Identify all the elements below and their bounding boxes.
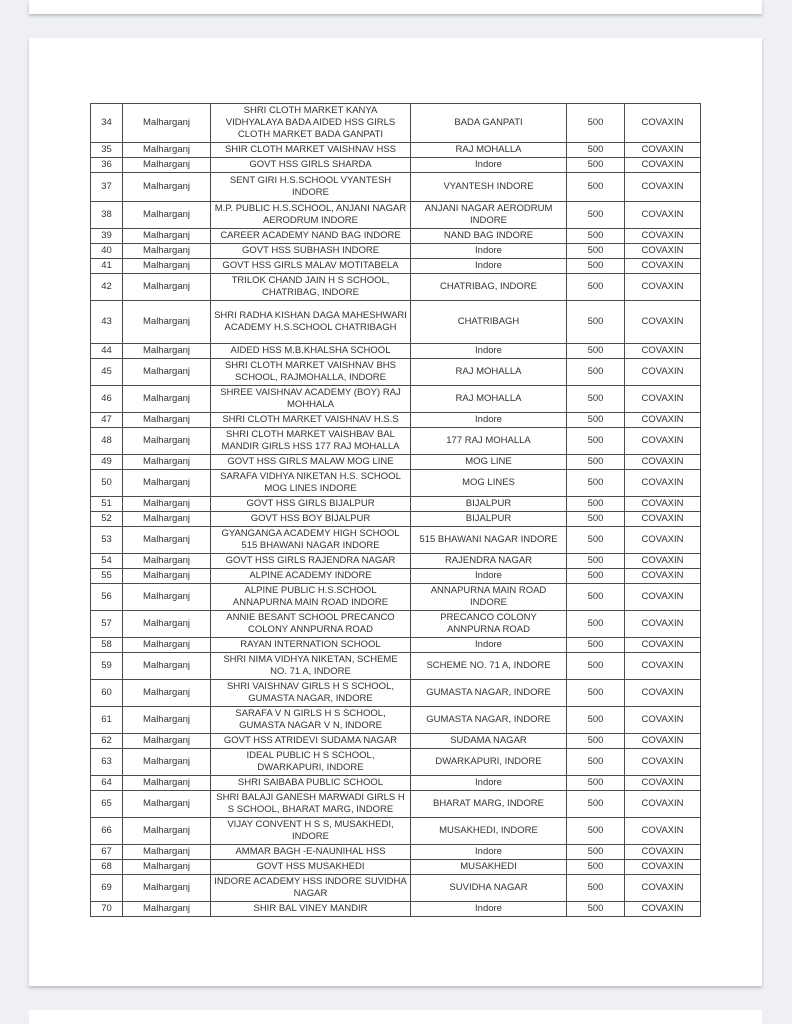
- cell-vaccine: COVAXIN: [625, 749, 701, 776]
- cell-serial-number: 69: [91, 875, 123, 902]
- cell-location: MUSAKHEDI, INDORE: [411, 818, 567, 845]
- cell-location: PRECANCO COLONY ANNPURNA ROAD: [411, 611, 567, 638]
- cell-area: Malharganj: [123, 554, 211, 569]
- cell-location: SCHEME NO. 71 A, INDORE: [411, 653, 567, 680]
- vaccination-centers-table: [90, 103, 701, 917]
- cell-area: Malharganj: [123, 818, 211, 845]
- cell-location: Indore: [411, 344, 567, 359]
- cell-school-name: GOVT HSS GIRLS SHARDA: [211, 158, 411, 173]
- cell-location: RAJENDRA NAGAR: [411, 554, 567, 569]
- cell-school-name: SARAFA V N GIRLS H S SCHOOL, GUMASTA NAGAR V N, INDORE: [211, 707, 411, 734]
- cell-quantity: 500: [567, 902, 625, 917]
- cell-school-name: GOVT HSS GIRLS MALAV MOTITABELA: [211, 259, 411, 274]
- cell-quantity: 500: [567, 386, 625, 413]
- table-row: [91, 776, 701, 791]
- cell-location: Indore: [411, 244, 567, 259]
- table-row: [91, 734, 701, 749]
- cell-location: NAND BAG INDORE: [411, 229, 567, 244]
- cell-quantity: 500: [567, 611, 625, 638]
- table-row: [91, 143, 701, 158]
- cell-serial-number: 52: [91, 512, 123, 527]
- cell-school-name: GOVT HSS BOY BIJALPUR: [211, 512, 411, 527]
- cell-area: Malharganj: [123, 259, 211, 274]
- cell-quantity: 500: [567, 428, 625, 455]
- cell-location: Indore: [411, 638, 567, 653]
- table-row: [91, 455, 701, 470]
- cell-vaccine: COVAXIN: [625, 875, 701, 902]
- table-row: [91, 470, 701, 497]
- cell-school-name: M.P. PUBLIC H.S.SCHOOL, ANJANI NAGAR AERODRUM INDORE: [211, 202, 411, 229]
- cell-quantity: 500: [567, 653, 625, 680]
- cell-area: Malharganj: [123, 611, 211, 638]
- cell-quantity: 500: [567, 512, 625, 527]
- table-row: [91, 259, 701, 274]
- cell-area: Malharganj: [123, 584, 211, 611]
- table-row: [91, 584, 701, 611]
- table-row: [91, 301, 701, 344]
- table-row: [91, 512, 701, 527]
- cell-location: DWARKAPURI, INDORE: [411, 749, 567, 776]
- cell-serial-number: 47: [91, 413, 123, 428]
- cell-area: Malharganj: [123, 173, 211, 202]
- cell-vaccine: COVAXIN: [625, 734, 701, 749]
- cell-location: RAJ MOHALLA: [411, 359, 567, 386]
- cell-area: Malharganj: [123, 158, 211, 173]
- cell-location: BADA GANPATI: [411, 104, 567, 143]
- cell-vaccine: COVAXIN: [625, 497, 701, 512]
- cell-school-name: SHRI CLOTH MARKET VAISHNAV BHS SCHOOL, RAJMOHALLA, INDORE: [211, 359, 411, 386]
- cell-quantity: 500: [567, 734, 625, 749]
- cell-vaccine: COVAXIN: [625, 173, 701, 202]
- table-row: [91, 527, 701, 554]
- cell-school-name: CAREER ACADEMY NAND BAG INDORE: [211, 229, 411, 244]
- cell-location: ANNAPURNA MAIN ROAD INDORE: [411, 584, 567, 611]
- cell-area: Malharganj: [123, 845, 211, 860]
- cell-quantity: 500: [567, 344, 625, 359]
- cell-vaccine: COVAXIN: [625, 301, 701, 344]
- cell-serial-number: 48: [91, 428, 123, 455]
- cell-school-name: SHREE VAISHNAV ACADEMY (BOY) RAJ MOHHALA: [211, 386, 411, 413]
- cell-area: Malharganj: [123, 902, 211, 917]
- table-row: [91, 653, 701, 680]
- cell-quantity: 500: [567, 875, 625, 902]
- table-row: [91, 860, 701, 875]
- cell-vaccine: COVAXIN: [625, 680, 701, 707]
- cell-school-name: SHRI CLOTH MARKET VAISHBAV BAL MANDIR GIRLS HSS 177 RAJ MOHALLA: [211, 428, 411, 455]
- cell-quantity: 500: [567, 202, 625, 229]
- cell-vaccine: COVAXIN: [625, 845, 701, 860]
- table-row: [91, 875, 701, 902]
- cell-location: 515 BHAWANI NAGAR INDORE: [411, 527, 567, 554]
- cell-serial-number: 51: [91, 497, 123, 512]
- cell-vaccine: COVAXIN: [625, 902, 701, 917]
- table-row: [91, 680, 701, 707]
- cell-vaccine: COVAXIN: [625, 776, 701, 791]
- cell-school-name: SHRI CLOTH MARKET VAISHNAV H.S.S: [211, 413, 411, 428]
- cell-quantity: 500: [567, 413, 625, 428]
- cell-serial-number: 56: [91, 584, 123, 611]
- cell-location: Indore: [411, 902, 567, 917]
- cell-location: Indore: [411, 569, 567, 584]
- cell-area: Malharganj: [123, 344, 211, 359]
- cell-location: SUVIDHA NAGAR: [411, 875, 567, 902]
- cell-vaccine: COVAXIN: [625, 818, 701, 845]
- cell-location: MOG LINES: [411, 470, 567, 497]
- cell-quantity: 500: [567, 497, 625, 512]
- table-row: [91, 244, 701, 259]
- cell-school-name: SENT GIRI H.S.SCHOOL VYANTESH INDORE: [211, 173, 411, 202]
- cell-serial-number: 62: [91, 734, 123, 749]
- table-row: [91, 344, 701, 359]
- cell-quantity: 500: [567, 259, 625, 274]
- table-row: [91, 386, 701, 413]
- cell-quantity: 500: [567, 301, 625, 344]
- cell-school-name: AMMAR BAGH -E-NAUNIHAL HSS: [211, 845, 411, 860]
- cell-quantity: 500: [567, 569, 625, 584]
- cell-school-name: ALPINE ACADEMY INDORE: [211, 569, 411, 584]
- cell-serial-number: 64: [91, 776, 123, 791]
- cell-vaccine: COVAXIN: [625, 638, 701, 653]
- cell-serial-number: 63: [91, 749, 123, 776]
- cell-serial-number: 39: [91, 229, 123, 244]
- cell-area: Malharganj: [123, 707, 211, 734]
- cell-location: GUMASTA NAGAR, INDORE: [411, 680, 567, 707]
- cell-quantity: 500: [567, 274, 625, 301]
- cell-quantity: 500: [567, 791, 625, 818]
- cell-area: Malharganj: [123, 229, 211, 244]
- table-row: [91, 428, 701, 455]
- cell-school-name: GOVT HSS GIRLS MALAW MOG LINE: [211, 455, 411, 470]
- cell-vaccine: COVAXIN: [625, 244, 701, 259]
- cell-school-name: GYANGANGA ACADEMY HIGH SCHOOL 515 BHAWANI NAGAR INDORE: [211, 527, 411, 554]
- cell-school-name: SHRI NIMA VIDHYA NIKETAN, SCHEME NO. 71 A, INDORE: [211, 653, 411, 680]
- cell-vaccine: COVAXIN: [625, 274, 701, 301]
- cell-serial-number: 49: [91, 455, 123, 470]
- cell-vaccine: COVAXIN: [625, 259, 701, 274]
- table-row: [91, 845, 701, 860]
- cell-quantity: 500: [567, 173, 625, 202]
- cell-quantity: 500: [567, 527, 625, 554]
- cell-quantity: 500: [567, 143, 625, 158]
- cell-serial-number: 50: [91, 470, 123, 497]
- table-row: [91, 569, 701, 584]
- cell-school-name: SHIR BAL VINEY MANDIR: [211, 902, 411, 917]
- cell-area: Malharganj: [123, 527, 211, 554]
- cell-vaccine: COVAXIN: [625, 344, 701, 359]
- cell-area: Malharganj: [123, 638, 211, 653]
- table-row: [91, 554, 701, 569]
- cell-location: CHATRIBAG, INDORE: [411, 274, 567, 301]
- cell-area: Malharganj: [123, 413, 211, 428]
- cell-area: Malharganj: [123, 512, 211, 527]
- cell-vaccine: COVAXIN: [625, 229, 701, 244]
- cell-vaccine: COVAXIN: [625, 791, 701, 818]
- cell-vaccine: COVAXIN: [625, 611, 701, 638]
- cell-serial-number: 38: [91, 202, 123, 229]
- cell-quantity: 500: [567, 845, 625, 860]
- cell-school-name: INDORE ACADEMY HSS INDORE SUVIDHA NAGAR: [211, 875, 411, 902]
- cell-quantity: 500: [567, 554, 625, 569]
- cell-area: Malharganj: [123, 653, 211, 680]
- cell-vaccine: COVAXIN: [625, 470, 701, 497]
- cell-quantity: 500: [567, 638, 625, 653]
- cell-location: VYANTESH INDORE: [411, 173, 567, 202]
- cell-vaccine: COVAXIN: [625, 653, 701, 680]
- cell-area: Malharganj: [123, 455, 211, 470]
- cell-quantity: 500: [567, 104, 625, 143]
- cell-quantity: 500: [567, 229, 625, 244]
- cell-location: Indore: [411, 158, 567, 173]
- cell-school-name: SHRI BALAJI GANESH MARWADI GIRLS H S SCHOOL, BHARAT MARG, INDORE: [211, 791, 411, 818]
- cell-quantity: 500: [567, 455, 625, 470]
- cell-serial-number: 54: [91, 554, 123, 569]
- cell-serial-number: 66: [91, 818, 123, 845]
- cell-location: GUMASTA NAGAR, INDORE: [411, 707, 567, 734]
- cell-location: Indore: [411, 845, 567, 860]
- cell-location: BHARAT MARG, INDORE: [411, 791, 567, 818]
- cell-quantity: 500: [567, 860, 625, 875]
- cell-vaccine: COVAXIN: [625, 104, 701, 143]
- cell-location: BIJALPUR: [411, 497, 567, 512]
- cell-area: Malharganj: [123, 359, 211, 386]
- cell-serial-number: 35: [91, 143, 123, 158]
- table-row: [91, 902, 701, 917]
- previous-page-bottom-edge: [29, 0, 762, 14]
- document-page: [29, 38, 762, 986]
- table-row: [91, 749, 701, 776]
- cell-vaccine: COVAXIN: [625, 527, 701, 554]
- cell-serial-number: 45: [91, 359, 123, 386]
- cell-area: Malharganj: [123, 776, 211, 791]
- table-row: [91, 413, 701, 428]
- cell-area: Malharganj: [123, 734, 211, 749]
- cell-vaccine: COVAXIN: [625, 386, 701, 413]
- cell-quantity: 500: [567, 158, 625, 173]
- cell-school-name: GOVT HSS GIRLS RAJENDRA NAGAR: [211, 554, 411, 569]
- table-row: [91, 818, 701, 845]
- cell-location: Indore: [411, 776, 567, 791]
- cell-serial-number: 65: [91, 791, 123, 818]
- cell-school-name: SARAFA VIDHYA NIKETAN H.S. SCHOOL MOG LINES INDORE: [211, 470, 411, 497]
- table-row: [91, 707, 701, 734]
- cell-vaccine: COVAXIN: [625, 359, 701, 386]
- cell-vaccine: COVAXIN: [625, 158, 701, 173]
- cell-serial-number: 36: [91, 158, 123, 173]
- cell-quantity: 500: [567, 470, 625, 497]
- cell-quantity: 500: [567, 776, 625, 791]
- cell-school-name: VIJAY CONVENT H S S, MUSAKHEDI, INDORE: [211, 818, 411, 845]
- cell-school-name: SHIR CLOTH MARKET VAISHNAV HSS: [211, 143, 411, 158]
- cell-vaccine: COVAXIN: [625, 428, 701, 455]
- cell-quantity: 500: [567, 707, 625, 734]
- cell-area: Malharganj: [123, 497, 211, 512]
- cell-location: Indore: [411, 413, 567, 428]
- cell-serial-number: 59: [91, 653, 123, 680]
- cell-area: Malharganj: [123, 202, 211, 229]
- cell-quantity: 500: [567, 749, 625, 776]
- cell-serial-number: 41: [91, 259, 123, 274]
- cell-location: MUSAKHEDI: [411, 860, 567, 875]
- cell-location: CHATRIBAGH: [411, 301, 567, 344]
- cell-area: Malharganj: [123, 386, 211, 413]
- cell-serial-number: 61: [91, 707, 123, 734]
- cell-location: ANJANI NAGAR AERODRUM INDORE: [411, 202, 567, 229]
- cell-serial-number: 37: [91, 173, 123, 202]
- cell-area: Malharganj: [123, 470, 211, 497]
- table-row: [91, 202, 701, 229]
- cell-location: RAJ MOHALLA: [411, 143, 567, 158]
- cell-area: Malharganj: [123, 569, 211, 584]
- cell-school-name: SHRI SAIBABA PUBLIC SCHOOL: [211, 776, 411, 791]
- cell-area: Malharganj: [123, 244, 211, 259]
- table-row: [91, 359, 701, 386]
- cell-area: Malharganj: [123, 274, 211, 301]
- cell-quantity: 500: [567, 584, 625, 611]
- cell-serial-number: 53: [91, 527, 123, 554]
- cell-school-name: ALPINE PUBLIC H.S.SCHOOL ANNAPURNA MAIN ROAD INDORE: [211, 584, 411, 611]
- cell-serial-number: 44: [91, 344, 123, 359]
- cell-area: Malharganj: [123, 301, 211, 344]
- cell-area: Malharganj: [123, 680, 211, 707]
- cell-area: Malharganj: [123, 428, 211, 455]
- cell-school-name: IDEAL PUBLIC H S SCHOOL, DWARKAPURI, INDORE: [211, 749, 411, 776]
- table-row: [91, 638, 701, 653]
- cell-vaccine: COVAXIN: [625, 143, 701, 158]
- cell-vaccine: COVAXIN: [625, 455, 701, 470]
- cell-serial-number: 42: [91, 274, 123, 301]
- cell-location: RAJ MOHALLA: [411, 386, 567, 413]
- cell-school-name: SHRI VAISHNAV GIRLS H S SCHOOL, GUMASTA NAGAR, INDORE: [211, 680, 411, 707]
- cell-quantity: 500: [567, 244, 625, 259]
- cell-school-name: TRILOK CHAND JAIN H S SCHOOL, CHATRIBAG, INDORE: [211, 274, 411, 301]
- cell-serial-number: 57: [91, 611, 123, 638]
- cell-area: Malharganj: [123, 749, 211, 776]
- cell-location: Indore: [411, 259, 567, 274]
- cell-school-name: SHRI RADHA KISHAN DAGA MAHESHWARI ACADEMY H.S.SCHOOL CHATRIBAGH: [211, 301, 411, 344]
- table-row: [91, 158, 701, 173]
- cell-vaccine: COVAXIN: [625, 202, 701, 229]
- cell-vaccine: COVAXIN: [625, 554, 701, 569]
- cell-vaccine: COVAXIN: [625, 569, 701, 584]
- table-row: [91, 791, 701, 818]
- table-row: [91, 104, 701, 143]
- cell-school-name: GOVT HSS MUSAKHEDI: [211, 860, 411, 875]
- table-row: [91, 274, 701, 301]
- cell-location: MOG LINE: [411, 455, 567, 470]
- table-row: [91, 229, 701, 244]
- cell-vaccine: COVAXIN: [625, 860, 701, 875]
- cell-location: SUDAMA NAGAR: [411, 734, 567, 749]
- cell-serial-number: 43: [91, 301, 123, 344]
- table-row: [91, 173, 701, 202]
- cell-area: Malharganj: [123, 791, 211, 818]
- cell-area: Malharganj: [123, 143, 211, 158]
- cell-school-name: ANNIE BESANT SCHOOL PRECANCO COLONY ANNPURNA ROAD: [211, 611, 411, 638]
- cell-serial-number: 60: [91, 680, 123, 707]
- cell-serial-number: 55: [91, 569, 123, 584]
- cell-school-name: SHRI CLOTH MARKET KANYA VIDHYALAYA BADA AIDED HSS GIRLS CLOTH MARKET BADA GANPATI: [211, 104, 411, 143]
- cell-serial-number: 46: [91, 386, 123, 413]
- table-row: [91, 497, 701, 512]
- cell-school-name: AIDED HSS M.B.KHALSHA SCHOOL: [211, 344, 411, 359]
- cell-serial-number: 40: [91, 244, 123, 259]
- next-page-top-edge: [29, 1010, 762, 1024]
- table-row: [91, 611, 701, 638]
- cell-location: BIJALPUR: [411, 512, 567, 527]
- cell-vaccine: COVAXIN: [625, 707, 701, 734]
- cell-vaccine: COVAXIN: [625, 413, 701, 428]
- cell-school-name: RAYAN INTERNATION SCHOOL: [211, 638, 411, 653]
- cell-quantity: 500: [567, 359, 625, 386]
- cell-area: Malharganj: [123, 875, 211, 902]
- cell-area: Malharganj: [123, 104, 211, 143]
- cell-serial-number: 70: [91, 902, 123, 917]
- table-body: [91, 104, 701, 917]
- cell-serial-number: 34: [91, 104, 123, 143]
- cell-vaccine: COVAXIN: [625, 512, 701, 527]
- cell-location: 177 RAJ MOHALLA: [411, 428, 567, 455]
- cell-quantity: 500: [567, 680, 625, 707]
- cell-school-name: GOVT HSS ATRIDEVI SUDAMA NAGAR: [211, 734, 411, 749]
- cell-school-name: GOVT HSS SUBHASH INDORE: [211, 244, 411, 259]
- cell-serial-number: 67: [91, 845, 123, 860]
- cell-quantity: 500: [567, 818, 625, 845]
- cell-school-name: GOVT HSS GIRLS BIJALPUR: [211, 497, 411, 512]
- cell-area: Malharganj: [123, 860, 211, 875]
- cell-serial-number: 68: [91, 860, 123, 875]
- cell-vaccine: COVAXIN: [625, 584, 701, 611]
- cell-serial-number: 58: [91, 638, 123, 653]
